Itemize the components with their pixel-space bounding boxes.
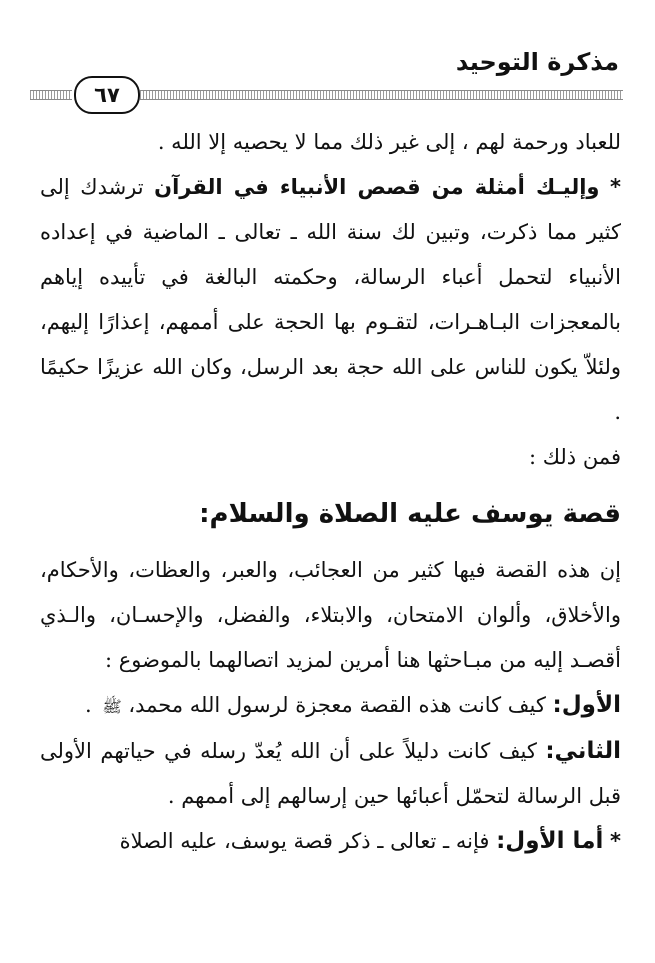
page-number: ٦٧ <box>74 76 140 114</box>
header-rule-left <box>30 90 72 100</box>
paragraph-intro-end: للعباد ورحمة لهم ، إلى غير ذلك مما لا يحصيه إلا الله . <box>157 130 621 154</box>
star-marker: * <box>610 175 621 199</box>
star-marker-2: * <box>610 829 621 853</box>
first-end: . <box>84 693 92 717</box>
first-label: الأول: <box>552 692 621 718</box>
paragraph-as-for <box>40 819 621 864</box>
page-body <box>40 120 621 864</box>
page-header <box>60 46 623 106</box>
second-text: كيف كانت دليلاً على أن الله يُعدّ رسله في حياتهم الأولى قبل الرسالة لتحمّل أعبائها حين إرسالهم إلى أممهم . <box>40 739 621 808</box>
second-label: الثاني: <box>545 738 621 764</box>
paragraph-first <box>40 683 621 729</box>
from-that: فمن ذلك : <box>528 445 621 469</box>
as-for-label: أما الأول: <box>496 828 604 854</box>
paragraph-story-intro: إن هذه القصة فيها كثير من العجائب، والعبر، والعظات، والأحكام، والأخلاق، وألوان الامتحان، والابتلاء، والفضل، والإحسـان، والـذي أقصـد إليه من مبـاحثها هنا أمرين لمزيد اتصالهما بالموضوع : <box>40 558 621 672</box>
book-title: مذكرة التوحيد <box>455 48 619 76</box>
section-heading: قصة يوسف عليه الصلاة والسلام: <box>199 499 621 529</box>
honorific-glyph: ﷺ <box>102 697 122 716</box>
paragraph-second <box>40 729 621 819</box>
first-text: كيف كانت هذه القصة معجزة لرسول الله محمد، <box>128 693 546 717</box>
as-for-text: فإنه ـ تعالى ـ ذكر قصة يوسف، عليه الصلاة <box>119 829 490 853</box>
header-rule <box>140 90 623 100</box>
examples-lead: وإليـك أمثلة من قصص الأنبياء في القرآن <box>154 175 600 199</box>
examples-text: ترشدك إلى كثير مما ذكرت، وتبين لك سنة الله ـ تعالى ـ الماضية في إعداده الأنبياء لتحمل أعباء الرسالة، وحكمته البالغة في تأييده إياهم بالمعجزات البـاهـرات، لتقـوم بها الحجة على أممهم، إعذارًا إليهم، ولئلاّ يكون للناس على الله حجة بعد الرسل، وكان الله عزيزًا حكيمًا . <box>40 175 621 424</box>
paragraph-examples <box>40 165 621 435</box>
